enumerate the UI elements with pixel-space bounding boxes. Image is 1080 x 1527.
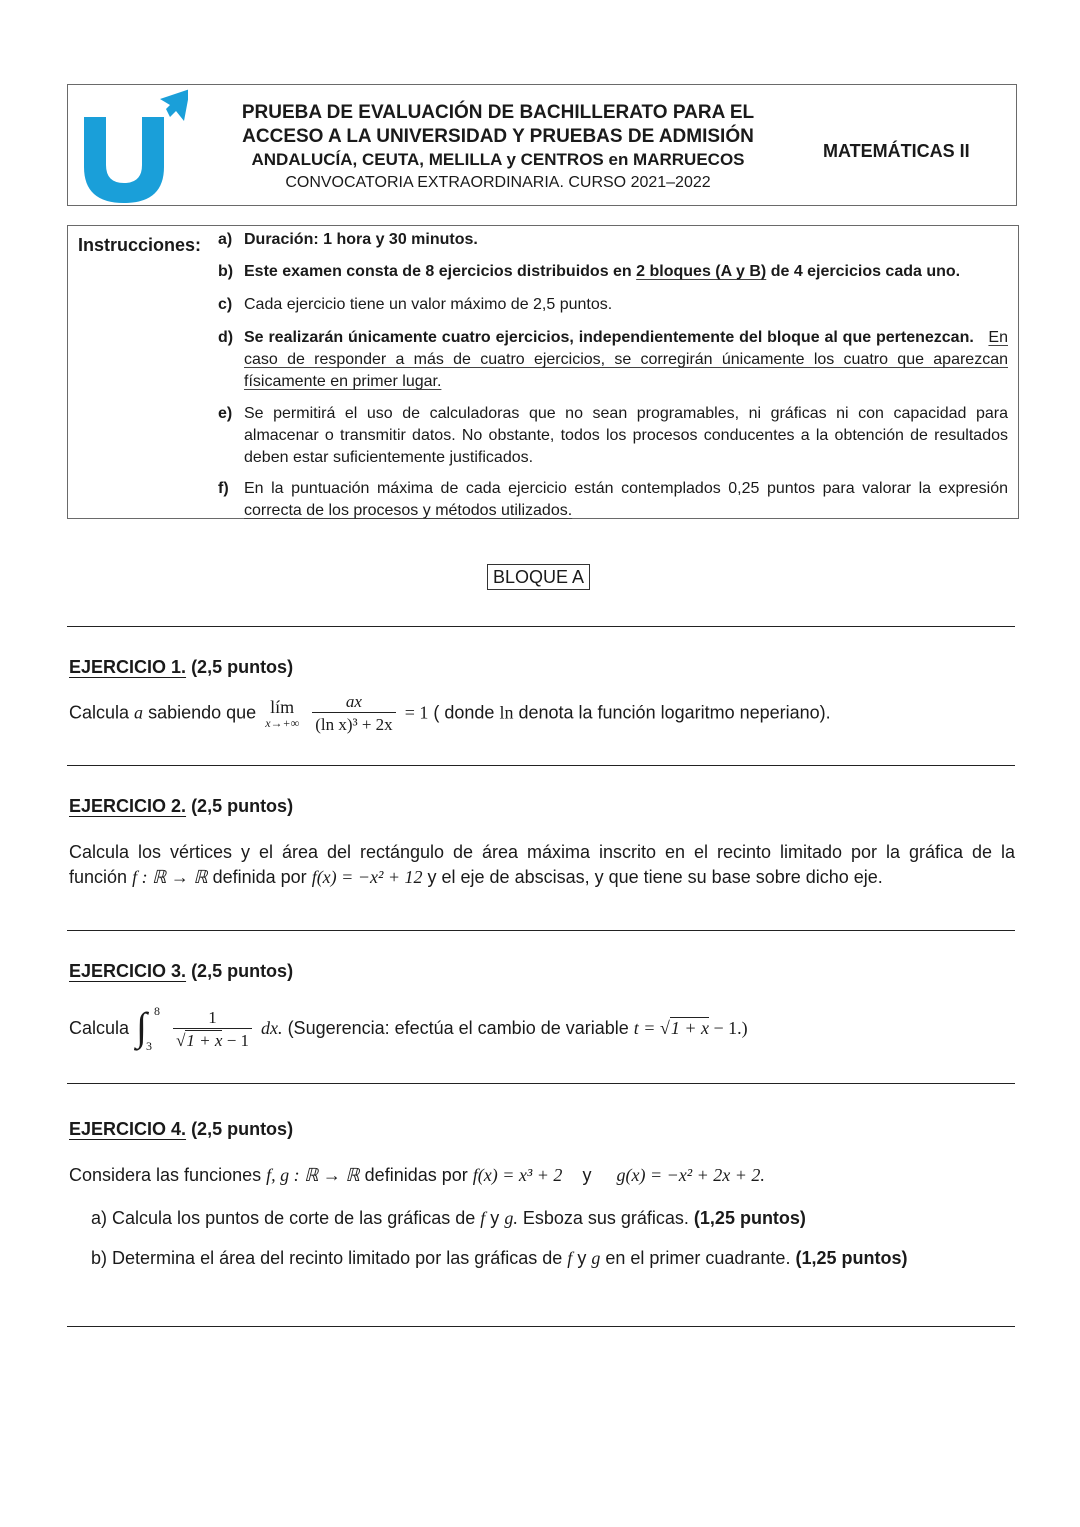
instruction-f (218, 478, 1008, 522)
integral-sign: ∫ 8 3 (136, 1004, 161, 1053)
limit-operator: lím x→+∞ (265, 696, 300, 730)
exercise-3-statement: Calcula ∫ 8 3 $\frac{1}{√1 + x - 1}$ dx. (Sugerencia: efectúa el cambio de variable t = √1 + x − 1.) (69, 1004, 748, 1053)
divider (67, 626, 1015, 627)
instruction-label: f) (218, 480, 229, 497)
exercise-4-statement: Considera las funciones f, g : ℝ → ℝ definidas por f(x) = x³ + 2 y g(x) = −x² + 2x + 2. (69, 1165, 765, 1185)
instruction-b (218, 261, 1008, 283)
exercise-3-title: EJERCICIO 3. (2,5 puntos) (69, 961, 294, 981)
exercise-1-title: EJERCICIO 1. (2,5 puntos) (69, 657, 294, 677)
block-label: BLOQUE A (487, 564, 590, 590)
divider (67, 1326, 1015, 1327)
instruction-d (218, 327, 1008, 393)
instruction-text: Se realizarán únicamente cuatro ejercicios, independientemente del bloque al que pertenezcan. En caso de responder a más de cuatro ejercicios, se corregirán únicamente los cuatro que aparezcan físicamente en primer lugar. (244, 329, 1008, 390)
instruction-e (218, 403, 1008, 469)
instruction-label: b) (218, 263, 234, 280)
exam-header (67, 84, 1017, 206)
fraction: $\frac{ax}{\text{(ln x)³ + 2x}}$ (312, 692, 395, 735)
exam-title-block (238, 101, 758, 195)
exercise-4-part-b: b) Determina el área del recinto limitado por las gráficas de f y g en el primer cuadrante. (1,25 puntos) (91, 1248, 908, 1268)
instruction-text: Duración: 1 hora y 30 minutos. (244, 231, 478, 248)
instructions-box (67, 225, 1019, 519)
instruction-label: e) (218, 405, 233, 422)
exercise-2-statement-line2: función f : ℝ → ℝ definida por f(x) = −x² + 12 y el eje de abscisas, y que tiene su base sobre dicho eje. (69, 867, 883, 887)
fraction: $\frac{1}{√1 + x - 1}$ (173, 1008, 252, 1051)
exam-title-line1: PRUEBA DE EVALUACIÓN DE BACHILLERATO PARA EL (241, 102, 755, 123)
instruction-label: a) (218, 231, 233, 248)
instructions-label: Instrucciones: (78, 235, 202, 255)
exam-title-line2: ACCESO A LA UNIVERSIDAD Y PRUEBAS DE ADMISIÓN (242, 126, 754, 147)
exercise-4-title: EJERCICIO 4. (2,5 puntos) (69, 1119, 294, 1139)
exercise-4-part-a: a) Calcula los puntos de corte de las gráficas de f y g. Esboza sus gráficas. (1,25 puntos) (91, 1208, 806, 1228)
instruction-label: d) (218, 329, 234, 346)
instruction-label: c) (218, 296, 233, 313)
exam-title-line3: ANDALUCÍA, CEUTA, MELILLA y CENTROS en MARRUECOS (251, 150, 745, 169)
exercise-2-statement-line1: Calcula los vértices y el área del rectángulo de área máxima inscrito en el recinto limitado por la gráfica de la (69, 842, 1015, 862)
exam-convocatoria: CONVOCATORIA EXTRAORDINARIA. CURSO 2021–2022 (285, 174, 711, 191)
exercise-2-title: EJERCICIO 2. (2,5 puntos) (69, 796, 294, 816)
subject-name: MATEMÁTICAS II (823, 141, 970, 161)
instruction-text: Este examen consta de 8 ejercicios distribuidos en 2 bloques (A y B) de 4 ejercicios cada uno. (244, 263, 961, 280)
instruction-c (218, 294, 1008, 316)
divider (67, 765, 1015, 766)
university-logo-icon (78, 87, 188, 203)
divider (67, 930, 1015, 931)
divider (67, 1083, 1015, 1084)
instruction-text: Cada ejercicio tiene un valor máximo de 2,5 puntos. (244, 296, 613, 313)
instruction-text: Se permitirá el uso de calculadoras que no sean programables, ni gráficas ni con capacidad para almacenar o transmitir datos. No obstante, todos los procesos conducentes a la obtención de resultados deben estar suficientemente justificados. (244, 405, 1008, 466)
instruction-text: En la puntuación máxima de cada ejercicio están contemplados 0,25 puntos para valorar la expresión correcta de los procesos y métodos utilizados. (244, 480, 1008, 519)
instruction-a (218, 229, 1008, 251)
exercise-1-statement: Calcula a sabiendo que lím x→+∞ $\frac{ax}{\text{(ln x)³ + 2x}}$ = 1 ( donde ln denota la función logaritmo neperiano). (69, 692, 831, 734)
